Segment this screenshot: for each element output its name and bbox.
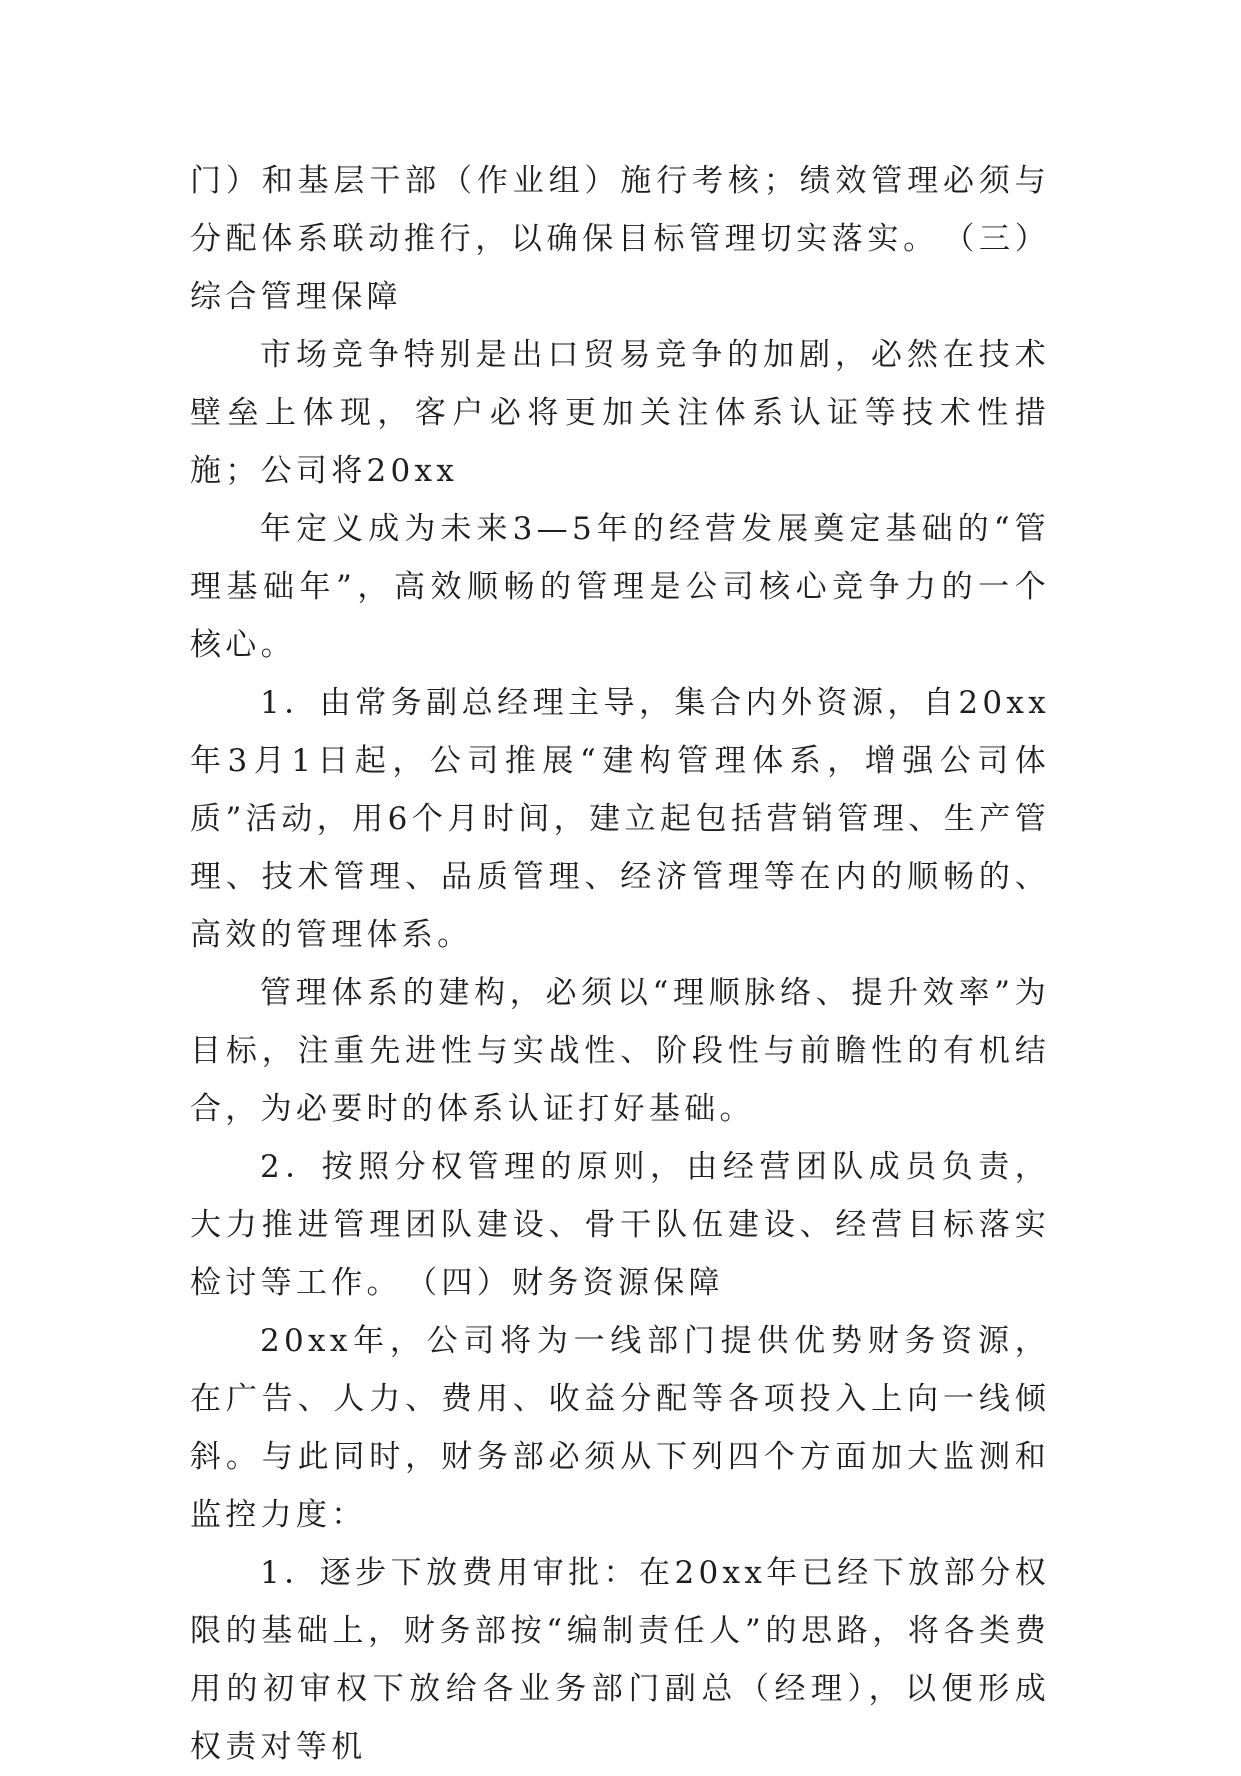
paragraph-2: 市场竞争特别是出口贸易竞争的加剧，必然在技术壁垒上体现，客户必将更加关注体系认证等技术性措施；公司将20xx (190, 337, 1050, 489)
paragraph-4: 1．由常务副总经理主导，集合内外资源，自20xx年3月1日起，公司推展“建构管理体系，增强公司体质”活动，用6个月时间，建立起包括营销管理、生产管理、技术管理、品质管理、经济管理等在内的顺畅的、高效的管理体系。 (190, 685, 1050, 953)
paragraph-7: 20xx年，公司将为一线部门提供优势财务资源，在广告、人力、费用、收益分配等各项投入上向一线倾斜。与此同时，财务部必须从下列四个方面加大监测和监控力度： (190, 1323, 1050, 1533)
paragraph-8: 1．逐步下放费用审批：在20xx年已经下放部分权限的基础上，财务部按“编制责任人”的思路，将各类费用的初审权下放给各业务部门副总（经理），以便形成权责对等机 (190, 1555, 1050, 1765)
paragraph-6: 2．按照分权管理的原则，由经营团队成员负责，大力推进管理团队建设、骨干队伍建设、经营目标落实检讨等工作。 （四）财务资源保障 (190, 1149, 1050, 1301)
document-body (190, 152, 1050, 1776)
paragraph-5: 管理体系的建构，必须以“理顺脉络、提升效率”为目标，注重先进性与实战性、阶段性与前瞻性的有机结合，为必要时的体系认证打好基础。 (190, 975, 1051, 1127)
paragraph-3: 年定义成为未来3—5年的经营发展奠定基础的“管理基础年”，高效顺畅的管理是公司核心竞争力的一个核心。 (190, 511, 1050, 663)
paragraph-1: 门）和基层干部（作业组）施行考核；绩效管理必须与分配体系联动推行，以确保目标管理切实落实。 （三）综合管理保障 (190, 163, 1050, 315)
